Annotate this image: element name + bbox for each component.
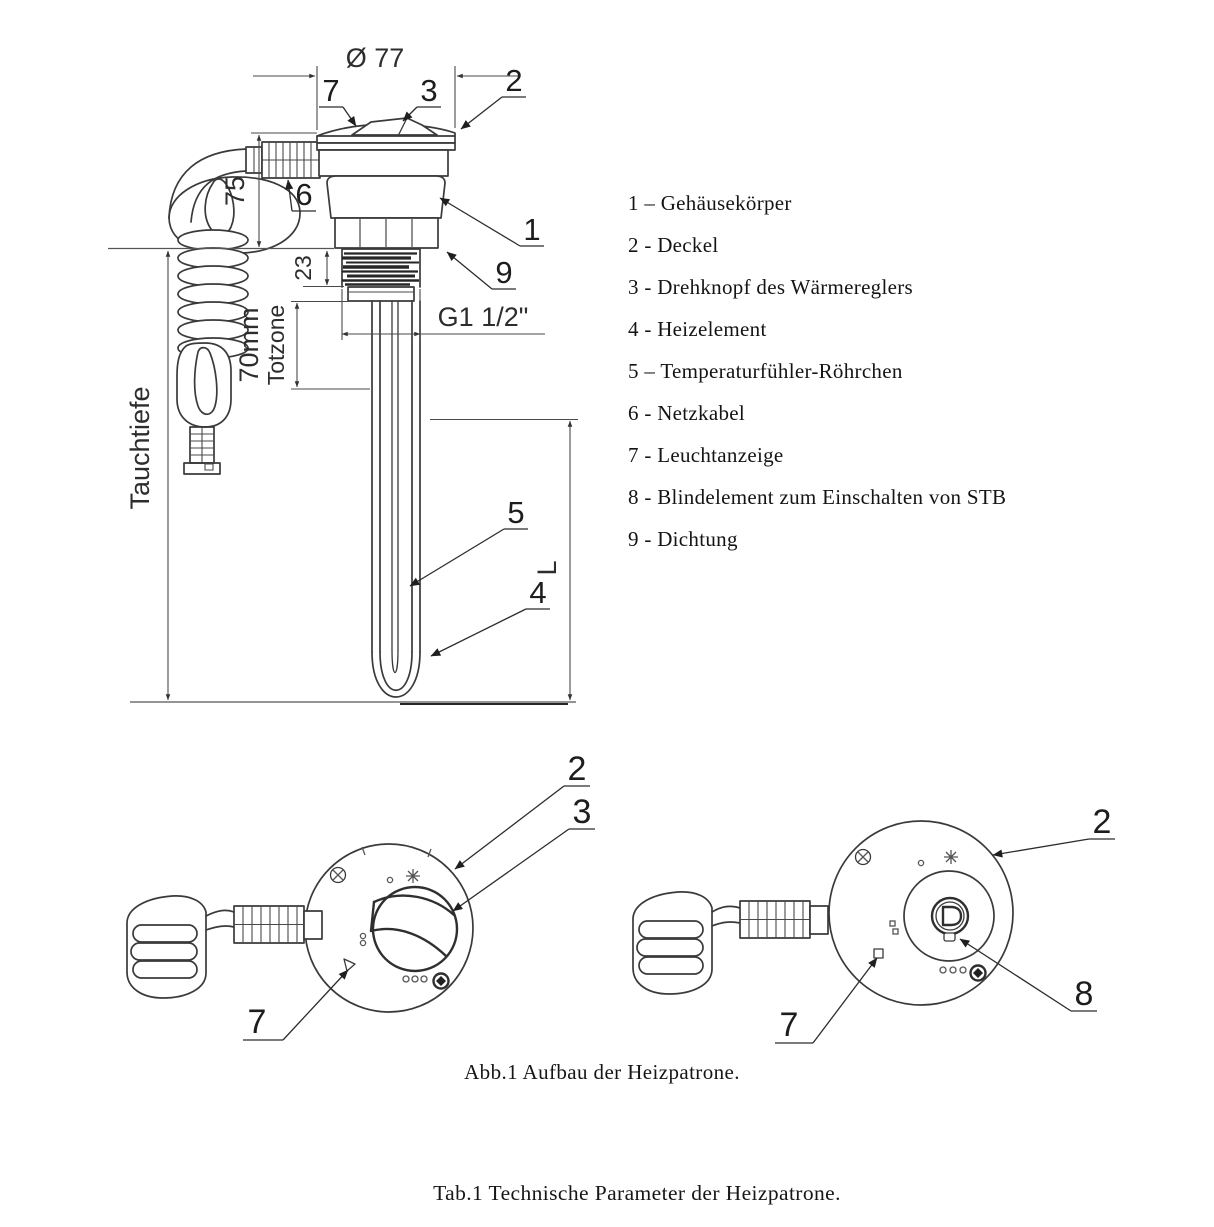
- pin-hole: [890, 921, 895, 926]
- legend-item-4: [628, 308, 1006, 350]
- indicator-lamp: [344, 959, 355, 971]
- legend-item-6: [628, 392, 1006, 434]
- callout-7: 7: [247, 1003, 267, 1041]
- table-caption: Tab.1 Technische Parameter der Heizpatrone.: [433, 1181, 841, 1205]
- knob-grip: [371, 896, 454, 956]
- callout-7: 7: [779, 1006, 799, 1044]
- dim-diameter: Ø 77: [345, 43, 405, 73]
- legend-item-5: [628, 350, 1006, 392]
- dim-thread-height: 23: [290, 255, 316, 281]
- parts-legend: [628, 182, 1006, 560]
- legend-item-9: [628, 518, 1006, 560]
- callout-2: 2: [505, 63, 523, 98]
- legend-item-label: 6 - Netzkabel: [628, 401, 746, 425]
- stb-blind-element: [944, 933, 955, 941]
- legend-item-label: 5 – Temperaturfühler-Röhrchen: [628, 359, 903, 383]
- dim-deadzone-value: 70mm: [234, 307, 264, 383]
- callout-1: 1: [523, 212, 541, 247]
- pin-hole: [918, 860, 923, 865]
- legend-item-label: 2 - Deckel: [628, 233, 719, 257]
- pin-hole: [360, 940, 365, 945]
- legend-item-label: 1 – Gehäusekörper: [628, 191, 792, 215]
- dim-element-length: L: [532, 560, 562, 576]
- legend-item-1: [628, 182, 1006, 224]
- plug-side-view: [633, 892, 828, 994]
- vent-hole: [950, 967, 956, 973]
- vent-hole: [412, 976, 418, 982]
- front-view-with-knob: [127, 750, 595, 1041]
- recess-circle: [904, 871, 994, 961]
- flange: [348, 287, 414, 301]
- dim-immersion-depth: Tauchtiefe: [125, 386, 155, 510]
- legend-item-7: [628, 434, 1006, 476]
- hex-nut: [335, 218, 438, 248]
- callout-4: 4: [529, 575, 547, 610]
- vent-hole: [421, 976, 427, 982]
- knob-profile: [352, 118, 437, 135]
- pin-hole: [893, 929, 898, 934]
- callout-6: 6: [295, 177, 313, 212]
- dim-deadzone-label: Totzone: [263, 304, 289, 386]
- vent-hole: [940, 967, 946, 973]
- legend-item-label: 9 - Dichtung: [628, 527, 738, 551]
- callout-2: 2: [1092, 803, 1112, 841]
- vent-hole: [960, 967, 966, 973]
- callout-3: 3: [572, 793, 592, 831]
- pin-hole: [360, 933, 365, 938]
- screw-icon: [856, 850, 871, 865]
- callout-2: 2: [567, 750, 587, 788]
- main-assembly-drawing: [108, 43, 578, 704]
- dim-thread-size: G1 1/2": [437, 302, 529, 332]
- legend-item-label: 8 - Blindelement zum Einschalten von STB: [628, 485, 1007, 509]
- sensor-tube: [392, 301, 398, 650]
- plug-side-view: [127, 896, 322, 998]
- callout-7: 7: [322, 73, 340, 108]
- screw-icon: [331, 868, 346, 883]
- vent-hole: [403, 976, 409, 982]
- front-view-knob-removed: [633, 803, 1115, 1044]
- callout-9: 9: [495, 255, 513, 290]
- legend-item-label: 3 - Drehknopf des Wärmereglers: [628, 275, 914, 299]
- legend-item-3: [628, 266, 1006, 308]
- callout-8: 8: [1074, 975, 1094, 1013]
- thermostat-spindle: [932, 898, 968, 941]
- cable-gland: [246, 142, 320, 178]
- plug: [184, 427, 220, 474]
- housing-body: [317, 118, 455, 301]
- thread-section: [342, 249, 420, 287]
- dim-head-height: 75: [220, 175, 250, 207]
- figure-caption: Abb.1 Aufbau der Heizpatrone.: [464, 1060, 740, 1084]
- screw-icon: [434, 974, 449, 989]
- callout-3: 3: [420, 73, 438, 108]
- screw-icon: [971, 966, 986, 981]
- pin-hole: [387, 877, 392, 882]
- indicator-lamp: [874, 949, 883, 958]
- legend-item-2: [628, 224, 1006, 266]
- legend-item-8: [628, 476, 1006, 518]
- legend-item-label: 4 - Heizelement: [628, 317, 767, 341]
- heating-tubes: [372, 301, 420, 697]
- callout-5: 5: [507, 495, 525, 530]
- vent-mark-icon: [406, 869, 420, 883]
- left-view-callouts: [243, 750, 595, 1041]
- legend-item-label: 7 - Leuchtanzeige: [628, 443, 784, 467]
- vent-mark-icon: [944, 850, 958, 864]
